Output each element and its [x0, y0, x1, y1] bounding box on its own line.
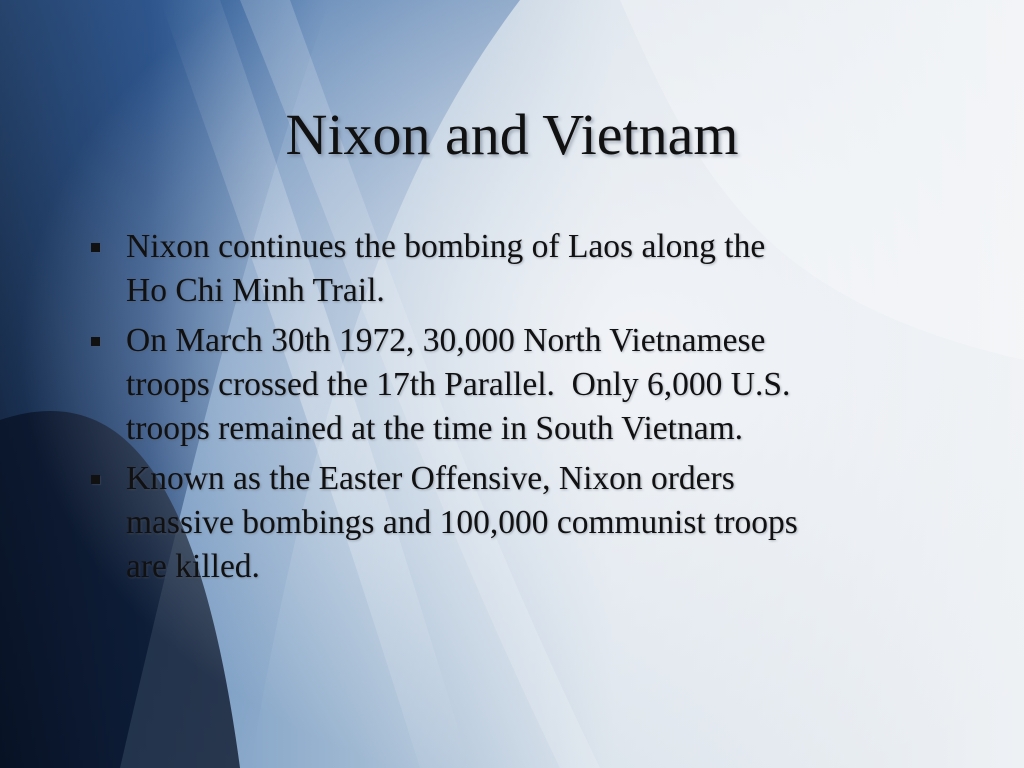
- bullet-line: Known as the Easter Offensive, Nixon orders: [126, 460, 735, 497]
- bullet-line: massive bombings and 100,000 communist troops: [126, 504, 798, 541]
- bullet-item-easter-offensive: [90, 457, 940, 589]
- square-bullet-icon: [91, 475, 100, 484]
- bullet-line: troops crossed the 17th Parallel. Only 6,000 U.S.: [126, 366, 791, 403]
- bullet-line: Nixon continues the bombing of Laos along the: [126, 228, 766, 265]
- bullet-item-march-1972: [90, 319, 940, 451]
- bullet-line: On March 30th 1972, 30,000 North Vietnamese: [126, 322, 766, 359]
- square-bullet-icon: [91, 243, 100, 252]
- bullet-item-laos: [90, 225, 940, 313]
- bullet-line: troops remained at the time in South Vietnam.: [126, 410, 744, 447]
- bullet-list: [90, 225, 940, 595]
- bullet-line: are killed.: [126, 548, 260, 585]
- bullet-line: Ho Chi Minh Trail.: [126, 272, 385, 309]
- slide-title: Nixon and Vietnam: [285, 102, 739, 167]
- square-bullet-icon: [91, 337, 100, 346]
